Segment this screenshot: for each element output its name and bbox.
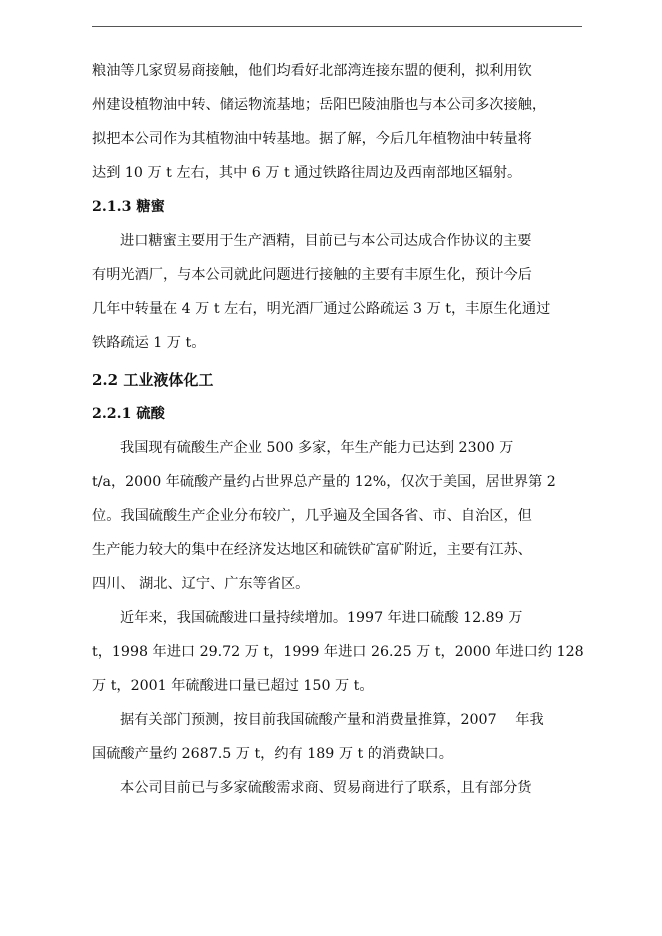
body-line: 四川、 湖北、辽宁、广东等省区。 — [92, 576, 310, 592]
body-line: 拟把本公司作为其植物油中转基地。据了解，今后几年植物油中转量将 — [92, 131, 532, 147]
body-line: 有明光酒厂，与本公司就此问题进行接触的主要有丰原生化，预计今后 — [92, 267, 532, 283]
body-line: 位。我国硫酸生产企业分布较广，几乎遍及全国各省、市、自治区，但 — [92, 508, 532, 524]
body-line: 国硫酸产量约 2687.5 万 t，约有 189 万 t 的消费缺口。 — [92, 746, 453, 762]
body-line: 生产能力较大的集中在经济发达地区和硫铁矿富矿附近，主要有江苏、 — [92, 542, 532, 558]
section-heading-2-2-1: 2.2.1 硫酸 — [92, 406, 165, 422]
body-line: 本公司目前已与多家硫酸需求商、贸易商进行了联系，且有部分货 — [120, 780, 532, 796]
body-line: 达到 10 万 t 左右，其中 6 万 t 通过铁路往周边及西南部地区辐射。 — [92, 165, 522, 181]
body-line: 铁路疏运 1 万 t。 — [92, 335, 206, 351]
body-line: t，1998 年进口 29.72 万 t，1999 年进口 26.25 万 t，2000 年进口约 128 — [92, 644, 584, 660]
section-heading-2-1-3: 2.1.3 糖蜜 — [92, 199, 165, 215]
body-line: 粮油等几家贸易商接触，他们均看好北部湾连接东盟的便利，拟利用钦 — [92, 63, 532, 79]
body-line: 几年中转量在 4 万 t 左右，明光酒厂通过公路疏运 3 万 t，丰原生化通过 — [92, 301, 551, 317]
body-line: 我国现有硫酸生产企业 500 多家，年生产能力已达到 2300 万 — [120, 440, 514, 456]
body-line: 万 t，2001 年硫酸进口量已超过 150 万 t。 — [92, 678, 374, 694]
body-line: 进口糖蜜主要用于生产酒精，目前已与本公司达成合作协议的主要 — [120, 233, 532, 249]
section-heading-2-2: 2.2 工业液体化工 — [92, 371, 214, 389]
body-line: t/a，2000 年硫酸产量约占世界总产量的 12%，仅次于美国，居世界第 2 — [92, 474, 556, 490]
header-rule — [92, 26, 582, 27]
body-line: 据有关部门预测，按目前我国硫酸产量和消费量推算，2007 年我 — [120, 712, 544, 728]
body-line: 州建设植物油中转、储运物流基地；岳阳巴陵油脂也与本公司多次接触， — [92, 97, 547, 113]
body-line: 近年来，我国硫酸进口量持续增加。1997 年进口硫酸 12.89 万 — [120, 610, 523, 626]
